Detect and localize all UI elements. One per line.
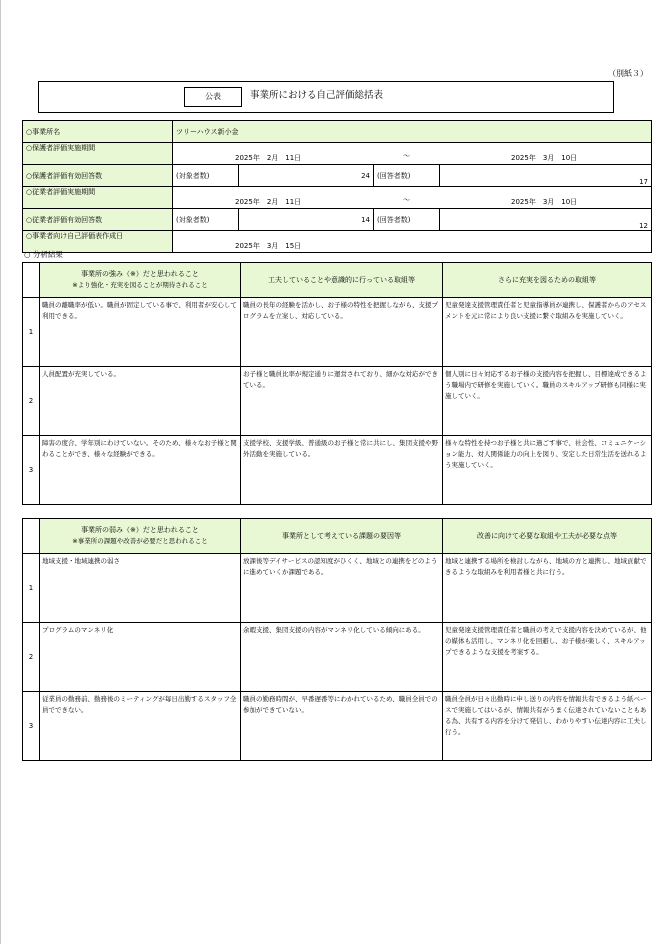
- guardian-target-value: 24: [239, 165, 374, 187]
- guardian-response-value: 17: [440, 165, 652, 187]
- table-row: [23, 367, 652, 436]
- staff-response-value: 12: [440, 209, 652, 231]
- guardian-period: [173, 143, 652, 165]
- effort-cell: お子様と職員比率が規定通りに運営されており、細かな対応ができている。: [241, 367, 443, 436]
- office-name: ツリーハウス新小金: [173, 121, 652, 143]
- weaknesses-header-2: 事業所として考えている課題の要因等: [241, 519, 443, 554]
- cause-cell: 余暇支援、集団支援の内容がマンネリ化している傾向にある。: [241, 623, 443, 692]
- guardian-count-row: [23, 165, 652, 187]
- weaknesses-corner: [23, 519, 40, 554]
- strengths-header-1: [40, 263, 241, 298]
- table-row: [23, 554, 652, 623]
- strengths-header-1-main: 事業所の強み（※）だと思われること: [81, 270, 199, 278]
- staff-count-label: ○従業者評価有効回答数: [23, 209, 173, 231]
- weaknesses-header-1-main: 事業所の弱み（※）だと思われること: [81, 526, 199, 534]
- staff-period-label: ○従業者評価実施期間: [23, 187, 173, 209]
- weaknesses-table: [22, 518, 652, 761]
- guardian-count-label: ○保護者評価有効回答数: [23, 165, 173, 187]
- row-number: 2: [23, 367, 40, 436]
- weakness-cell: 地域支援・地域連携の弱さ: [40, 554, 241, 623]
- guardian-target-label: (対象者数): [173, 165, 239, 187]
- page-title: 事業所における自己評価総括表: [250, 90, 384, 101]
- enhancement-cell: 児童発達支援管理責任者と児童指導員が連携し、保護者からのアセスメントを元に常により良い支援に繋ぐ取組みを実施していく。: [443, 298, 652, 367]
- staff-response-label: (回答者数): [374, 209, 440, 231]
- weaknesses-header-row: [23, 519, 652, 554]
- weaknesses-header-3: 改善に向けて必要な取組や工夫が必要な点等: [443, 519, 652, 554]
- enhancement-cell: 個人別に日々対応するお子様の支援内容を把握し、目標達成できるよう職場内で研修を実施していく。職員のスキルアップ研修も同様に実施していく。: [443, 367, 652, 436]
- staff-count-row: [23, 209, 652, 231]
- strength-cell: 人員配置が充実している。: [40, 367, 241, 436]
- guardian-period-start: 2025年 2月 11日: [235, 154, 302, 162]
- weakness-cell: プログラムのマンネリ化: [40, 623, 241, 692]
- cause-cell: 職員の勤務時間が、早番遅番等にわかれているため、職員全員での参加ができていない。: [241, 692, 443, 761]
- office-info-table: [22, 120, 652, 253]
- guardian-response-label: (回答者数): [374, 165, 440, 187]
- weakness-cell: 従業員の勤務前、勤務後のミーティングが毎日出勤するスタッフ全員でできない。: [40, 692, 241, 761]
- staff-period-start: 2025年 2月 11日: [235, 198, 302, 206]
- improvement-cell: 職員全員が日々出勤時に申し送りの内容を情報共有できるよう紙ベースで実施してはいるが、情報共有がうまく伝達されていないこともある為、共有する内容を分けて発信し、わかりやすい伝達内容に工夫し行う。: [443, 692, 652, 761]
- attachment-label: （別紙３）: [608, 69, 648, 78]
- effort-cell: 支援学校、支援学級、普通級のお子様と常に共にし、集団支援や野外活動を実施している。: [241, 436, 443, 505]
- strength-cell: 職員の離職率が低い。職員が固定している事で、利用者が安心して利用できる。: [40, 298, 241, 367]
- created-date-row: [23, 231, 652, 253]
- row-number: 2: [23, 623, 40, 692]
- created-date-cell: [173, 231, 652, 253]
- analysis-heading: ○ 分析結果: [24, 250, 63, 259]
- enhancement-cell: 様々な特性を持つお子様と共に過ごす事で、社会性、コミュニケーション能力、対人関係能力の向上を図り、安定した日常生活を送れるよう実施していく。: [443, 436, 652, 505]
- effort-cell: 職員の長年の経験を活かし、お子様の特性を把握しながら、支援プログラムを立案し、対応している。: [241, 298, 443, 367]
- row-number: 3: [23, 692, 40, 761]
- strengths-header-2: 工夫していることや意識的に行っている取組等: [241, 263, 443, 298]
- row-number: 1: [23, 554, 40, 623]
- created-date: 2025年 3月 15日: [235, 242, 302, 250]
- improvement-cell: 地域と連携する場所を検討しながら、地域の方と連携し、地域貢献できるような取組みを利用者様と共に行う。: [443, 554, 652, 623]
- office-name-row: [23, 121, 652, 143]
- strength-cell: 障害の度合、学年別にわけていない。そのため、様々なお子様と関わることができ、様々な経験ができる。: [40, 436, 241, 505]
- staff-target-value: 14: [239, 209, 374, 231]
- staff-period-row: [23, 187, 652, 209]
- row-number: 1: [23, 298, 40, 367]
- staff-target-label: (対象者数): [173, 209, 239, 231]
- table-row: [23, 623, 652, 692]
- guardian-period-end: 2025年 3月 10日: [511, 154, 578, 162]
- improvement-cell: 児童発達支援管理責任者と職員の考えで支援内容を決めているが、他の媒体も活用し、マンネリ化を回避し、お子様が楽しく、スキルアップできるような支援を考案する。: [443, 623, 652, 692]
- guardian-period-sep: ～: [403, 152, 410, 160]
- page-edge: [0, 0, 1, 944]
- public-badge: 公表: [184, 87, 242, 107]
- table-row: [23, 298, 652, 367]
- office-name-label: ○事業所名: [23, 121, 173, 143]
- table-row: [23, 436, 652, 505]
- table-row: [23, 692, 652, 761]
- guardian-period-label: ○保護者評価実施期間: [23, 143, 173, 165]
- staff-period: [173, 187, 652, 209]
- weaknesses-header-1: [40, 519, 241, 554]
- guardian-period-row: [23, 143, 652, 165]
- strengths-header-3: さらに充実を図るための取組等: [443, 263, 652, 298]
- row-number: 3: [23, 436, 40, 505]
- created-date-label: ○事業者向け自己評価表作成日: [23, 231, 173, 253]
- strengths-header-1-sub: ※より強化・充実を図ることが期待されること: [72, 281, 208, 289]
- staff-period-sep: ～: [403, 196, 410, 204]
- cause-cell: 放課後等デイサービスの認知度がひくく、地域との連携をどのように進めていくか課題である。: [241, 554, 443, 623]
- strengths-table: [22, 262, 652, 505]
- strengths-header-row: [23, 263, 652, 298]
- strengths-corner: [23, 263, 40, 298]
- staff-period-end: 2025年 3月 10日: [511, 198, 578, 206]
- weaknesses-header-1-sub: ※事業所の課題や改善が必要だと思われること: [72, 537, 208, 545]
